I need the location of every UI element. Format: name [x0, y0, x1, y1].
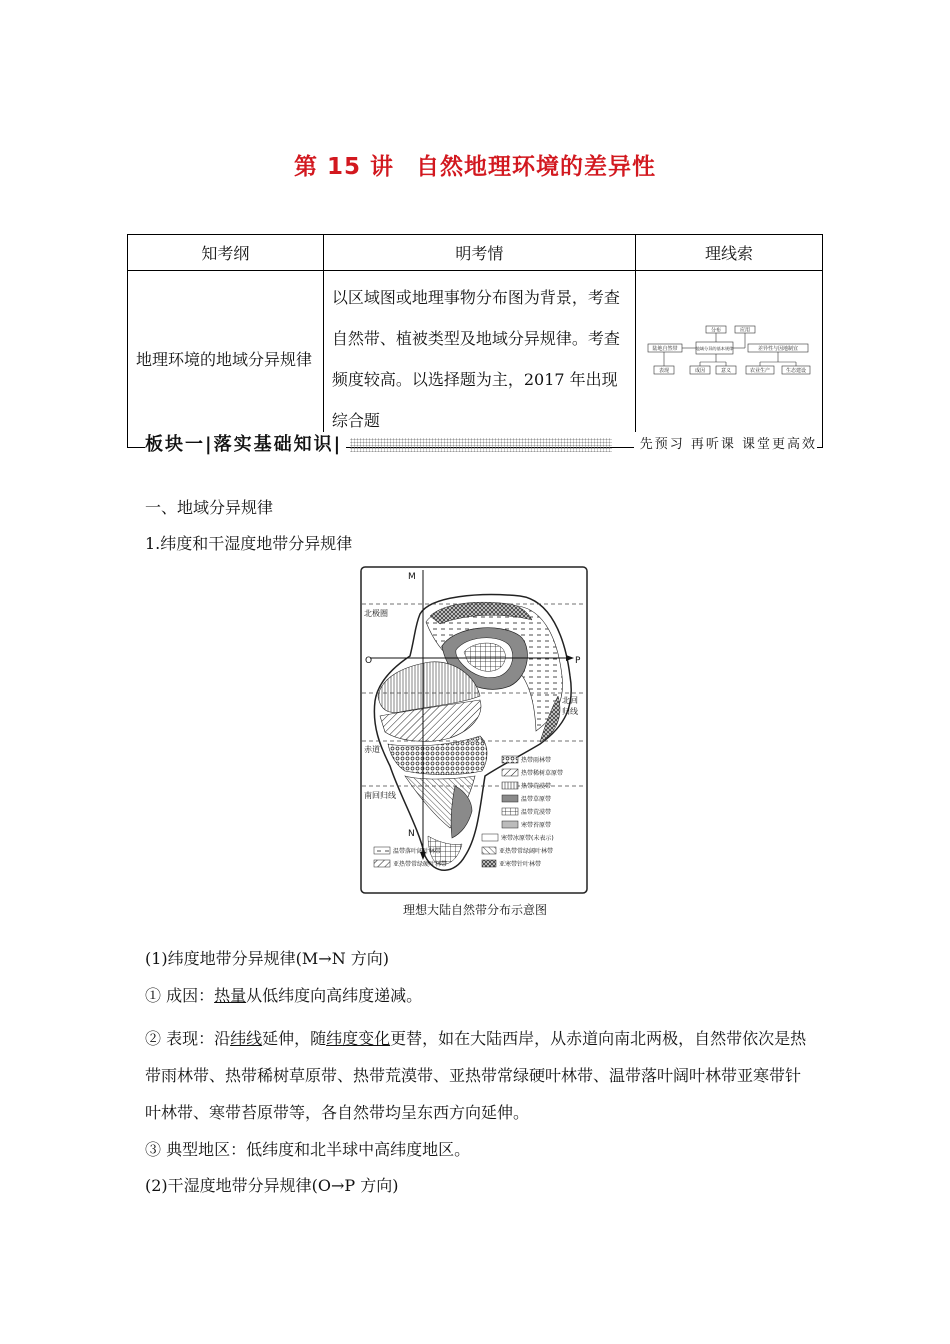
- legend-item: 热带荒漠带: [521, 783, 552, 790]
- banner-title: 板块一|落实基础知识|: [145, 432, 346, 458]
- figure-caption: 理想大陆自然带分布示意图: [402, 903, 547, 917]
- mindmap-node: 表现: [658, 367, 669, 374]
- mindmap-node: 意义: [720, 367, 731, 374]
- lesson-topic: 自然地理环境的差异性: [416, 154, 657, 180]
- underlined-text: 热量: [214, 986, 247, 1005]
- legend-item: 寒带苔原带: [521, 822, 552, 829]
- banner-dots: [350, 438, 612, 452]
- legend-item: 亚寒带针叶林带: [499, 861, 542, 868]
- mindmap-node: 成因: [694, 367, 705, 374]
- lesson-number: 第 15 讲: [293, 154, 395, 180]
- tropic-north-label-1: 北回: [562, 696, 578, 705]
- mindmap-node: 生态建设: [785, 367, 806, 374]
- mindmap-node: 陆地自然带: [652, 345, 678, 352]
- header-outline: 知考纲: [128, 235, 324, 271]
- banner-subtitle: 先预习 再听课 课堂更高效: [634, 432, 817, 458]
- natural-zone-diagram: [360, 566, 590, 896]
- axis-label-o: O: [365, 656, 373, 666]
- paragraph: [145, 983, 422, 1006]
- mindmap-diagram: [644, 322, 814, 382]
- legend-item: 亚热带常绿硬叶林带: [393, 861, 448, 868]
- mindmap-node: 分布: [710, 327, 721, 333]
- header-clues: 理线索: [635, 235, 822, 271]
- underlined-text: 纬度变化: [326, 1029, 391, 1048]
- legend-item: 寒带冰原带(未表示): [501, 835, 554, 842]
- cell-outline: 地理环境的地域分异规律: [128, 271, 324, 448]
- axis-label-n: N: [408, 829, 415, 839]
- mindmap-node: 应用: [739, 327, 750, 333]
- tropic-north-label-2: 归线: [562, 707, 578, 716]
- overview-table: [127, 234, 823, 448]
- tropic-south-label: 南回归线: [364, 791, 396, 800]
- text: 延伸，随: [262, 1029, 327, 1048]
- mindmap-node: 差异性与因地制宜: [757, 345, 798, 352]
- axis-label-p: P: [575, 656, 581, 666]
- legend-item: 温带落叶阔叶林带: [393, 848, 442, 855]
- header-exam: 明考情: [323, 235, 635, 271]
- mindmap-node: 地域分异的基本规律: [695, 345, 734, 351]
- arctic-circle-label: 北极圈: [364, 609, 388, 618]
- legend-item: 热带雨林带: [521, 757, 552, 764]
- section-heading: 一、地域分异规律: [145, 498, 274, 517]
- cell-exam: 以区域图或地理事物分布图为背景，考查自然带、植被类型及地域分异规律。考查频度较高。以选择题为主，2017 年出现综合题: [323, 271, 635, 448]
- subsection-heading: 1.纬度和干湿度地带分异规律: [145, 534, 353, 553]
- underlined-text: 纬线: [230, 1029, 263, 1048]
- paragraph: (2)干湿度地带分异规律(O→P 方向): [145, 1176, 399, 1195]
- text: 从低纬度向高纬度递减。: [246, 986, 423, 1005]
- text: ① 成因：: [145, 986, 215, 1005]
- legend-item: 亚热带常绿阔叶林带: [499, 848, 554, 855]
- legend-item: 热带稀树草原带: [521, 770, 564, 777]
- page-title: [0, 148, 950, 181]
- mindmap-node: 农业生产: [749, 367, 770, 374]
- equator-label: 赤道: [364, 745, 380, 754]
- text: ② 表现：沿: [145, 1029, 231, 1048]
- axis-label-m: M: [408, 572, 416, 582]
- section-banner: [145, 432, 817, 458]
- paragraph: (1)纬度地带分异规律(M→N 方向): [145, 949, 390, 968]
- text: 更替，如在大陆西岸，从赤道向南北两极，自然带依次是热带雨林带、热带稀树草原带、热带荒漠带、亚热带常绿硬叶林带、温带落叶阔叶林带亚寒带针叶林带、寒带苔原带等，各自然带均呈东西方向延伸。: [145, 1029, 807, 1122]
- legend-item: 温带荒漠带: [521, 809, 552, 816]
- cell-mindmap: [635, 271, 822, 448]
- paragraph: ③ 典型地区：低纬度和北半球中高纬度地区。: [145, 1140, 471, 1159]
- legend-item: 温带草原带: [521, 796, 552, 803]
- paragraph: [145, 1020, 815, 1131]
